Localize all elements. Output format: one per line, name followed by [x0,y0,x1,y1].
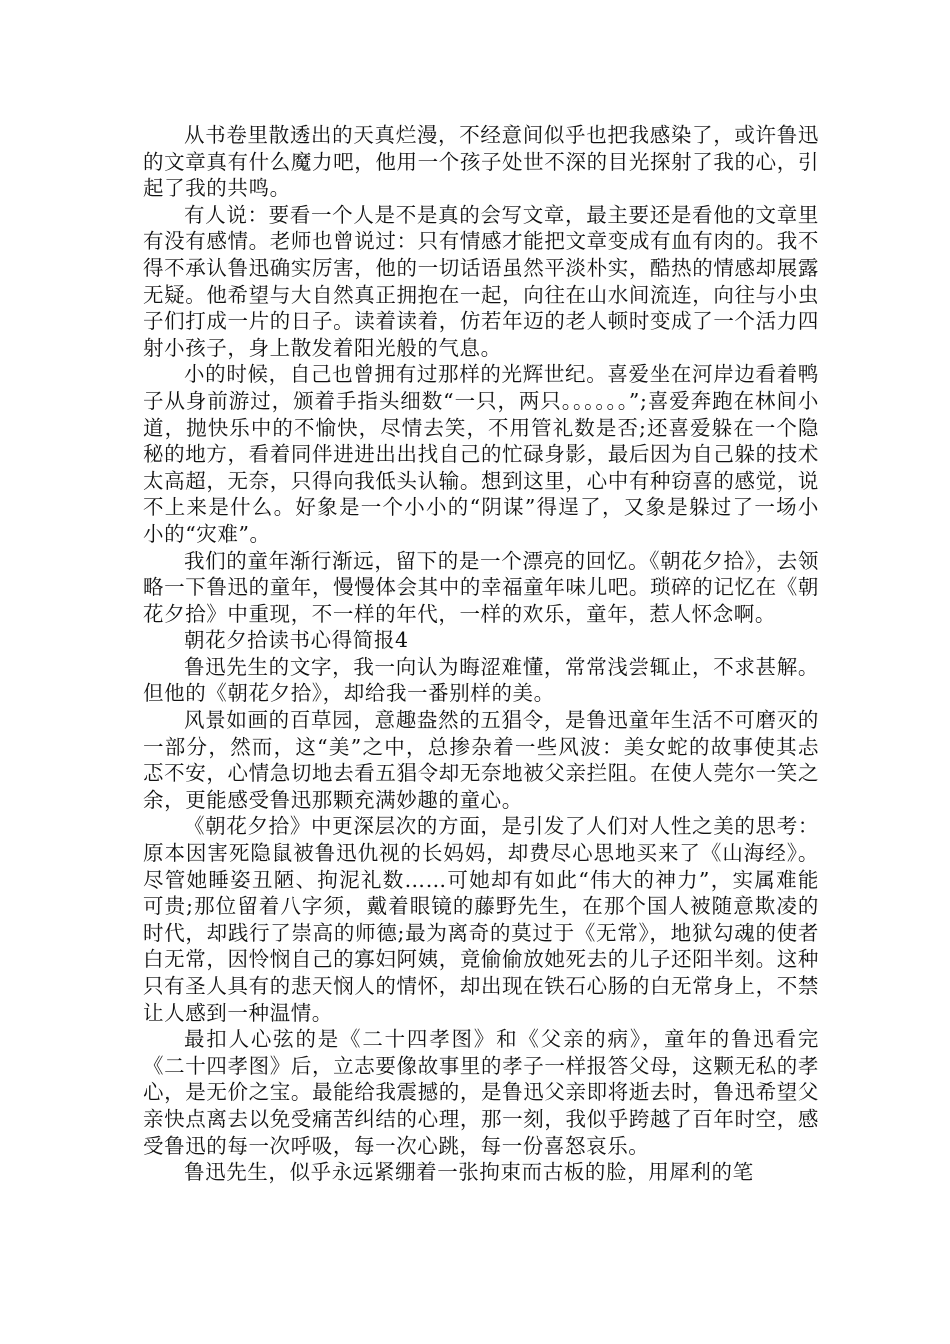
paragraph: 鲁迅先生，似乎永远紧绷着一张拘束而古板的脸，用犀利的笔 [184,1160,754,1185]
paragraph: 最扣人心弦的是《二十四孝图》和《父亲的病》，童年的鲁迅看完《二十四孝图》后，立志要像故事里的孝子一样报答父母，这颗无私的孝心，是无价之宝。最能给我震撼的，是鲁迅父亲即将逝去时，鲁迅希望父亲快点离去以免受痛苦纠结的心理，那一刻，我似乎跨越了百年时空，感受鲁迅的每一次呼吸，每一次心跳，每一份喜怒哀乐。 [143,1027,819,1158]
paragraph: 风景如画的百草园，意趣盎然的五猖令，是鲁迅童年生活不可磨灭的一部分，然而，这“美”之中，总掺杂着一些风波：美女蛇的故事使其忐忑不安，心情急切地去看五猖令却无奈地被父亲拦阻。在使人莞尔一笑之余，更能感受鲁迅那颗充满妙趣的童心。 [143,708,819,812]
section-title: 朝花夕拾读书心得简报4 [184,628,409,653]
paragraph: 小的时候，自己也曾拥有过那样的光辉世纪。喜爱坐在河岸边看着鸭子从身前游过，颁着手指头细数“一只，两只。。。。。。”;喜爱奔跑在林间小道，抛快乐中的不愉快，尽情去笑，不用管礼数是否;还喜爱躲在一个隐秘的地方，看着同伴进进出出找自己的忙碌身影，最后因为自己躲的技术太高超，无奈，只得向我低头认输。想到这里，心中有种窃喜的感觉，说不上来是什么。好象是一个小小的“阴谋”得逞了，又象是躲过了一场小小的“灾难”。 [143,362,819,546]
document-body [143,122,819,1186]
paragraph: 我们的童年渐行渐远，留下的是一个漂亮的回忆。《朝花夕拾》，去领略一下鲁迅的童年，慢慢体会其中的幸福童年味儿吧。琐碎的记忆在《朝花夕拾》中重现，不一样的年代，一样的欢乐，童年，惹人怀念啊。 [143,548,819,626]
paragraph: 有人说：要看一个人是不是真的会写文章，最主要还是看他的文章里有没有感情。老师也曾说过：只有情感才能把文章变成有血有肉的。我不得不承认鲁迅确实厉害，他的一切话语虽然平淡朴实，酷热的情感却展露无疑。他希望与大自然真正拥抱在一起，向往在山水间流连，向往与小虫子们打成一片的日子。读着读着，仿若年迈的老人顿时变成了一个活力四射小孩子，身上散发着阳光般的气息。 [143,202,819,360]
paragraph: 《朝花夕拾》中更深层次的方面，是引发了人们对人性之美的思考：原本因害死隐鼠被鲁迅仇视的长妈妈，却费尽心思地买来了《山海经》。尽管她睡姿丑陋、拘泥礼数……可她却有如此“伟大的神力”，实属难能可贵;那位留着八字须，戴着眼镜的藤野先生，在那个国人被随意欺凌的时代，却践行了崇高的师德;最为离奇的莫过于《无常》，地狱勾魂的使者白无常，因怜悯自己的寡妇阿姨，竟偷偷放她死去的儿子还阳半刻。这种只有圣人具有的悲天悯人的情怀，却出现在铁石心肠的白无常身上，不禁让人感到一种温情。 [143,814,819,1025]
paragraph: 鲁迅先生的文字，我一向认为晦涩难懂，常常浅尝辄止，不求甚解。但他的《朝花夕拾》，却给我一番别样的美。 [143,654,819,706]
paragraph: 从书卷里散透出的天真烂漫，不经意间似乎也把我感染了，或许鲁迅的文章真有什么魔力吧，他用一个孩子处世不深的目光探射了我的心，引起了我的共鸣。 [143,123,819,201]
